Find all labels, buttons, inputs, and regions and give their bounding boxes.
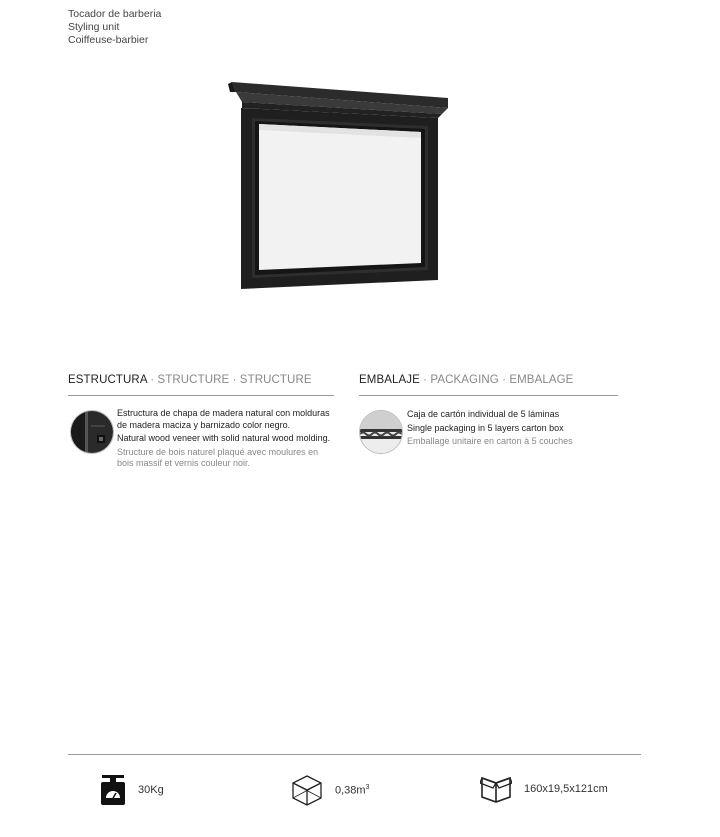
structure-heading-sub: · STRUCTURE · STRUCTURE [146,374,312,386]
packaging-heading-main: EMBALAJE [359,374,420,386]
specs-divider [68,754,641,755]
packaging-divider [359,395,618,396]
structure-description [117,408,337,472]
dimensions-value: 160x19,5x121cm [524,783,608,795]
packaging-text-en: Single packaging in 5 layers carton box [407,422,564,433]
structure-divider [68,395,334,396]
volume-spec [291,774,369,806]
mirror-product-image [228,78,450,292]
structure-text-fr: Structure de bois naturel plaqué avec moulures en bois massif et vernis couleur noir. [117,446,319,468]
volume-unit-exponent: 3 [365,783,370,791]
volume-value [335,784,369,797]
dimensions-spec [480,774,608,804]
structure-heading-main: ESTRUCTURA [68,374,147,386]
packaging-heading [359,374,573,386]
title-english: Styling unit [68,21,120,33]
structure-heading [68,374,312,386]
title-french: Coiffeuse-barbier [68,34,149,46]
title-spanish: Tocador de barberia [68,8,162,20]
volume-cube-icon [291,774,323,806]
packaging-description [407,409,622,450]
weight-scale-icon [100,774,126,806]
box-dimensions-icon [480,774,512,804]
weight-spec [100,774,164,806]
packaging-text-es: Caja de cartón individual de 5 láminas [407,409,560,419]
carton-layers-icon [359,410,403,454]
weight-value: 30Kg [138,784,164,796]
structure-text-es: Estructura de chapa de madera natural con molduras de madera maciza y barnizado color negro. [117,408,330,430]
packaging-heading-sub: · PACKAGING · EMBALAGE [419,374,574,386]
wood-sample-icon [70,410,114,454]
volume-number: 0,38m [335,784,366,797]
packaging-text-fr: Emballage unitaire en carton à 5 couches [407,436,573,446]
product-titles [68,8,161,47]
structure-text-en: Natural wood veneer with solid natural wood molding. [117,433,331,443]
